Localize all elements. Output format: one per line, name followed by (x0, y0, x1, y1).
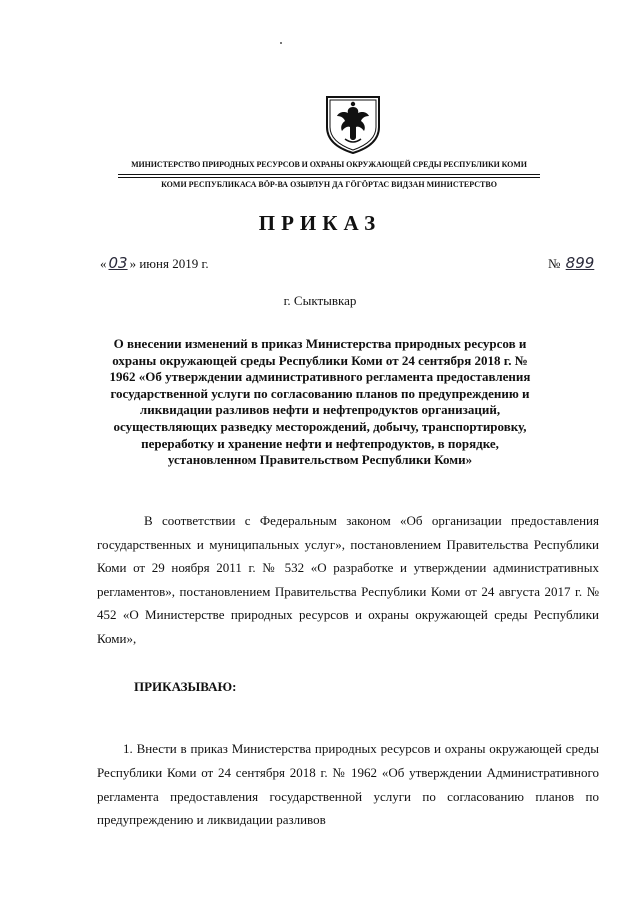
document-date (100, 254, 209, 272)
document-city: г. Сыктывкар (283, 293, 357, 308)
header-rule-thin (118, 177, 540, 178)
number-value-handwritten: 899 (565, 254, 595, 272)
preamble-paragraph: В соответствии с Федеральным законом «Об организации предоставления государственных и муниципальных услуг», постановлением Правительства Республики Коми от 29 ноября 2011 г. № 532 «О разработке и утверждении административных регламентов», постановлением Правительства Республики Коми от 24 августа 2017 г. № 452 «О Министерстве природных ресурсов и охраны окружающей среды Республики Коми», (97, 513, 599, 646)
ministry-name-ru: МИНИСТЕРСТВО ПРИРОДНЫХ РЕСУРСОВ И ОХРАНЫ ОКРУЖАЮЩЕЙ СРЕДЫ РЕСПУБЛИКИ КОМИ (131, 160, 527, 169)
document-subject: О внесении изменений в приказ Министерства природных ресурсов и охраны окружающей среды Республики Коми от 24 сентября 2018 г. № 1962 «Об утверждении административного регламента предоставления государственной услуги по согласованию планов по предупреждению и ликвидации разливов нефти и нефтепродуктов организаций, осуществляющих разведку месторождений, добычу, транспортировку, переработку и хранение нефти и нефтепродуктов, в порядке, установленном Правительством Республики Коми» (109, 336, 531, 468)
number-label: № (548, 256, 561, 271)
header-rule-thick (118, 174, 540, 175)
date-open-quote: « (100, 256, 107, 271)
komi-coat-of-arms-icon (323, 93, 383, 155)
document-title: ПРИКАЗ (258, 211, 382, 235)
date-month-year: » июня 2019 г. (129, 256, 209, 271)
ministry-name-komi: КОМИ РЕСПУБЛИКАСА ВӦР-ВА ОЗЫРЛУН ДА ГӦГӦРТАС ВИДЗАН МИНИСТЕРСТВО (161, 180, 497, 189)
date-day-handwritten: 03 (108, 254, 128, 272)
scan-speck (280, 42, 282, 44)
order-item-1: 1. Внести в приказ Министерства природных ресурсов и охраны окружающей среды Республики Коми от 24 сентября 2018 г. № 1962 «Об утверждении Административного регламента предоставления государственной услуги по согласованию планов по предупреждению и ликвидации разливов (97, 741, 599, 828)
document-number (548, 254, 596, 272)
order-heading: ПРИКАЗЫВАЮ: (134, 679, 237, 694)
